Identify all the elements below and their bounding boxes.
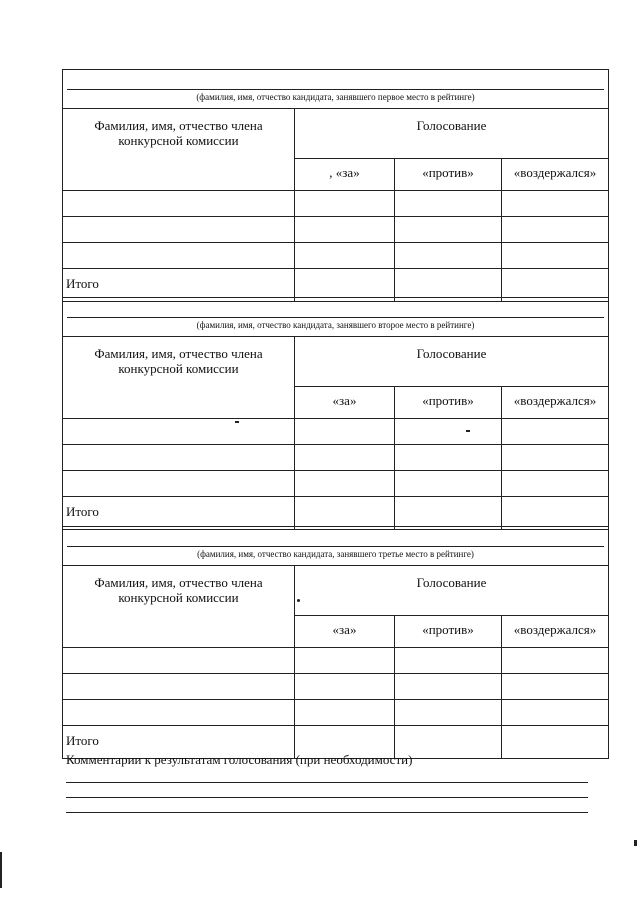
member-name-header: Фамилия, имя, отчество члена конкурсной комиссии — [63, 566, 295, 648]
scan-speck — [466, 430, 470, 432]
scan-edge-mark — [634, 840, 637, 846]
against-cell[interactable] — [395, 217, 502, 243]
against-cell[interactable] — [395, 674, 502, 700]
column-abstained: «воздержался» — [502, 159, 609, 191]
abstained-cell[interactable] — [502, 419, 609, 445]
voting-header: Голосование — [295, 337, 609, 387]
candidate-caption: (фамилия, имя, отчество кандидата, занявшего третье место в рейтинге) — [197, 549, 474, 559]
candidate-name-underline — [67, 317, 604, 318]
scan-speck — [297, 599, 300, 602]
candidate-caption: (фамилия, имя, отчество кандидата, занявшего первое место в рейтинге) — [196, 92, 475, 102]
for-cell[interactable] — [295, 674, 395, 700]
member-cell[interactable] — [63, 700, 295, 726]
member-cell[interactable] — [63, 674, 295, 700]
for-cell[interactable] — [295, 191, 395, 217]
column-against: «против» — [395, 387, 502, 419]
total-abstained-cell[interactable] — [502, 497, 609, 530]
against-cell[interactable] — [395, 648, 502, 674]
scan-speck — [235, 421, 239, 423]
candidate-name-underline — [67, 89, 604, 90]
for-cell[interactable] — [295, 243, 395, 269]
abstained-cell[interactable] — [502, 674, 609, 700]
total-label: Итого — [63, 497, 295, 530]
column-against: «против» — [395, 616, 502, 648]
against-cell[interactable] — [395, 700, 502, 726]
column-abstained: «воздержался» — [502, 387, 609, 419]
against-cell[interactable] — [395, 191, 502, 217]
against-cell[interactable] — [395, 419, 502, 445]
voting-table-3 — [62, 526, 608, 759]
voting-table-1 — [62, 69, 608, 302]
total-against-cell[interactable] — [395, 497, 502, 530]
against-cell[interactable] — [395, 445, 502, 471]
member-cell[interactable] — [63, 191, 295, 217]
for-cell[interactable] — [295, 700, 395, 726]
comment-line[interactable] — [66, 797, 588, 798]
member-name-header: Фамилия, имя, отчество члена конкурсной комиссии — [63, 109, 295, 191]
for-cell[interactable] — [295, 471, 395, 497]
member-name-header: Фамилия, имя, отчество члена конкурсной комиссии — [63, 337, 295, 419]
voting-table-2 — [62, 297, 608, 530]
total-label: Итого — [63, 269, 295, 302]
column-for: «за» — [295, 387, 395, 419]
for-cell[interactable] — [295, 648, 395, 674]
candidate-caption: (фамилия, имя, отчество кандидата, занявшего второе место в рейтинге) — [196, 320, 475, 330]
abstained-cell[interactable] — [502, 471, 609, 497]
scan-edge-mark — [0, 852, 2, 888]
candidate-name-field[interactable] — [63, 70, 609, 109]
voting-header: Голосование — [295, 566, 609, 616]
total-for-cell[interactable] — [295, 497, 395, 530]
total-label: Итого — [63, 726, 295, 759]
comment-line[interactable] — [66, 782, 588, 783]
voting-header: Голосование — [295, 109, 609, 159]
candidate-name-field[interactable] — [63, 527, 609, 566]
abstained-cell[interactable] — [502, 217, 609, 243]
for-cell[interactable] — [295, 217, 395, 243]
candidate-name-underline — [67, 546, 604, 547]
against-cell[interactable] — [395, 471, 502, 497]
abstained-cell[interactable] — [502, 243, 609, 269]
column-for: , «за» — [295, 159, 395, 191]
against-cell[interactable] — [395, 243, 502, 269]
member-cell[interactable] — [63, 419, 295, 445]
comments-section — [66, 752, 588, 813]
for-cell[interactable] — [295, 445, 395, 471]
member-cell[interactable] — [63, 471, 295, 497]
comments-title: Комментарии к результатам голосования (при необходимости) — [66, 752, 413, 767]
column-against: «против» — [395, 159, 502, 191]
member-cell[interactable] — [63, 648, 295, 674]
abstained-cell[interactable] — [502, 445, 609, 471]
for-cell[interactable] — [295, 419, 395, 445]
member-cell[interactable] — [63, 217, 295, 243]
abstained-cell[interactable] — [502, 191, 609, 217]
abstained-cell[interactable] — [502, 700, 609, 726]
column-for: «за» — [295, 616, 395, 648]
abstained-cell[interactable] — [502, 648, 609, 674]
column-abstained: «воздержался» — [502, 616, 609, 648]
member-cell[interactable] — [63, 445, 295, 471]
candidate-name-field[interactable] — [63, 298, 609, 337]
comment-line[interactable] — [66, 812, 588, 813]
member-cell[interactable] — [63, 243, 295, 269]
